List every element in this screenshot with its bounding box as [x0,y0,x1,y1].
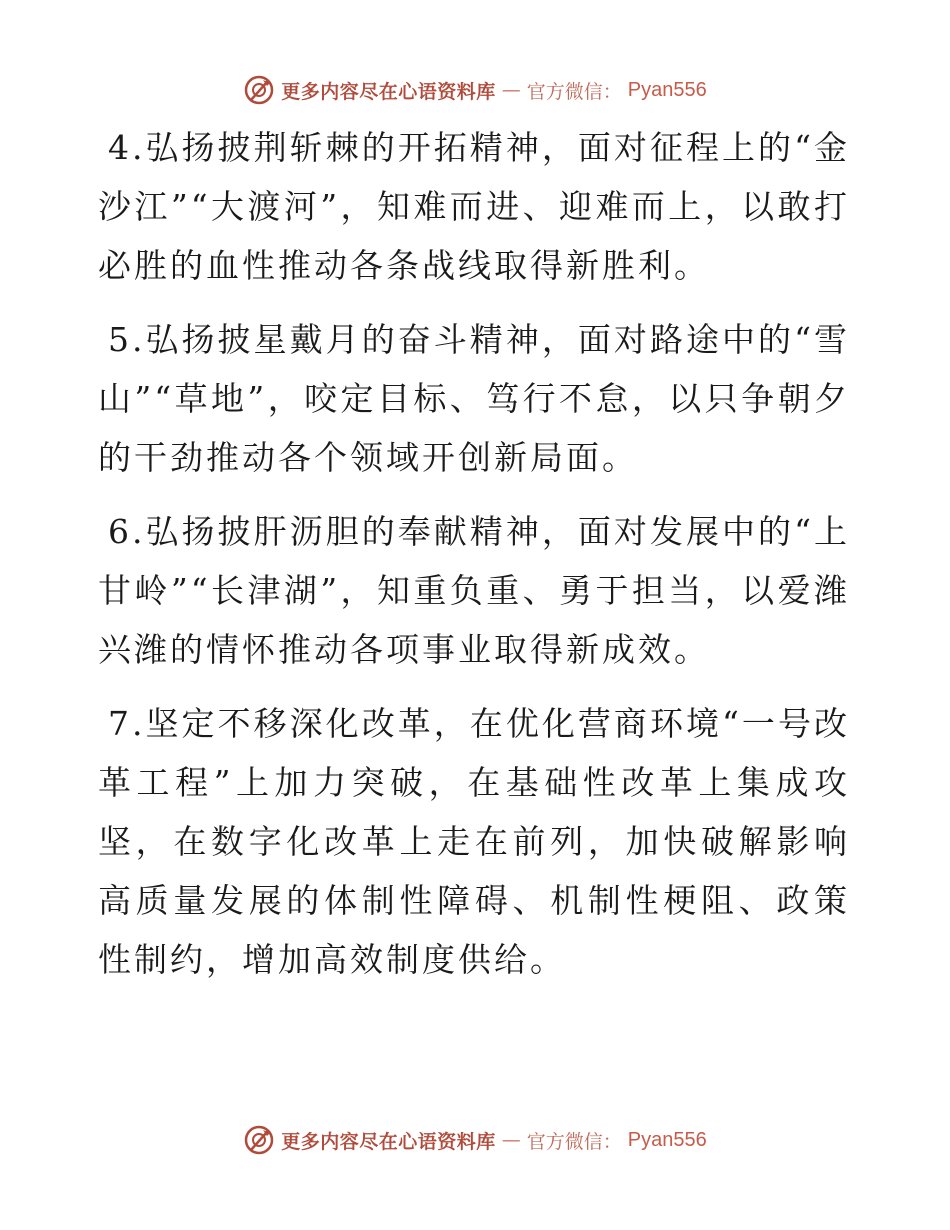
watermark-wechat-id: Pyan556 [627,78,707,101]
paragraph-4: 4.弘扬披荆斩棘的开拓精神，面对征程上的“金沙江”“大渡河”，知难而进、迎难而上，以敢打必胜的血性推动各条战线取得新胜利。 [98,128,850,285]
header-watermark [0,72,950,108]
watermark-wechat-label: 官方微信： [526,80,622,103]
paragraph-6: 6.弘扬披肝沥胆的奉献精神，面对发展中的“上甘岭”“长津湖”，知重负重、勇于担当，以爱潍兴潍的情怀推动各项事业取得新成效。 [98,512,850,669]
paragraph-7: 7.坚定不移深化改革，在优化营商环境“一号改革工程”上加力突破，在基础性改革上集成攻坚，在数字化改革上走在前列，加快破解影响高质量发展的体制性障碍、机制性梗阻、政策性制约，增加高效制度供给。 [98,704,850,979]
watermark-wechat-id: Pyan556 [627,1128,707,1151]
circular-seal-logo-icon [243,1124,275,1156]
watermark-text: 更多内容尽在心语资料库 [281,80,496,103]
watermark-text: 更多内容尽在心语资料库 [281,1130,496,1153]
watermark-dash: — [501,79,521,101]
circular-seal-logo-icon [243,74,275,106]
watermark-wechat-label: 官方微信： [526,1130,622,1153]
footer-watermark [0,1122,950,1158]
watermark-dash: — [501,1129,521,1151]
paragraph-5: 5.弘扬披星戴月的奋斗精神，面对路途中的“雪山”“草地”，咬定目标、笃行不怠，以只争朝夕的干劲推动各个领域开创新局面。 [98,320,850,477]
document-body [98,118,850,1004]
